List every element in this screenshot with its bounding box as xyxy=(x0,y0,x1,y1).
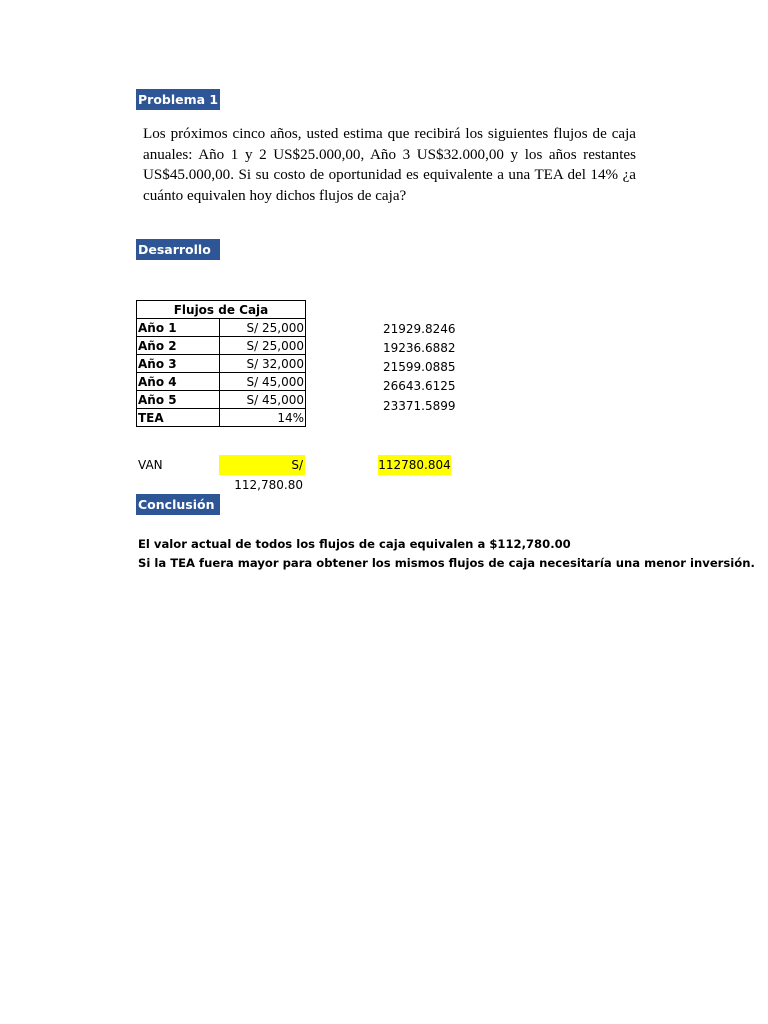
van-formatted: S/ 112,780.80 xyxy=(219,455,305,475)
present-value-year-2: 19236.6882 xyxy=(383,341,456,355)
present-value-year-4: 26643.6125 xyxy=(383,379,456,393)
cash-flow-table xyxy=(136,300,306,427)
row-label: Año 2 xyxy=(137,337,220,355)
present-value-year-5: 23371.5899 xyxy=(383,399,456,413)
table-row xyxy=(137,355,306,373)
present-value-year-3: 21599.0885 xyxy=(383,360,456,374)
conclusion-line-2: Si la TEA fuera mayor para obtener los mismos flujos de caja necesitaría una menor inversión. xyxy=(138,556,755,570)
table-row xyxy=(137,409,306,427)
section-header-problem: Problema 1 xyxy=(136,89,220,110)
row-label: Año 4 xyxy=(137,373,220,391)
row-label: Año 5 xyxy=(137,391,220,409)
table-row xyxy=(137,391,306,409)
row-value: S/ 25,000 xyxy=(220,319,306,337)
row-value: S/ 25,000 xyxy=(220,337,306,355)
van-raw: 112780.804 xyxy=(378,455,451,475)
table-row xyxy=(137,337,306,355)
table-row xyxy=(137,319,306,337)
row-value: 14% xyxy=(220,409,306,427)
row-label: TEA xyxy=(137,409,220,427)
row-label: Año 1 xyxy=(137,319,220,337)
row-value: S/ 45,000 xyxy=(220,391,306,409)
van-label: VAN xyxy=(138,458,163,472)
problem-statement: Los próximos cinco años, usted estima que recibirá los siguientes flujos de caja anuales: Año 1 y 2 US$25.000,00, Año 3 US$32.000,00 y los años restantes US$45.000,00. Si su costo de oportunidad es equivalente a una TEA del 14% ¿a cuánto equivalen hoy dichos flujos de caja? xyxy=(143,126,636,204)
table-header: Flujos de Caja xyxy=(137,301,306,319)
table-row xyxy=(137,373,306,391)
conclusion-line-1: El valor actual de todos los flujos de caja equivalen a $112,780.00 xyxy=(138,537,571,551)
section-header-development: Desarrollo xyxy=(136,239,220,260)
row-value: S/ 45,000 xyxy=(220,373,306,391)
table-header-row xyxy=(137,301,306,319)
row-value: S/ 32,000 xyxy=(220,355,306,373)
section-header-conclusion: Conclusión xyxy=(136,494,220,515)
row-label: Año 3 xyxy=(137,355,220,373)
present-value-year-1: 21929.8246 xyxy=(383,322,456,336)
